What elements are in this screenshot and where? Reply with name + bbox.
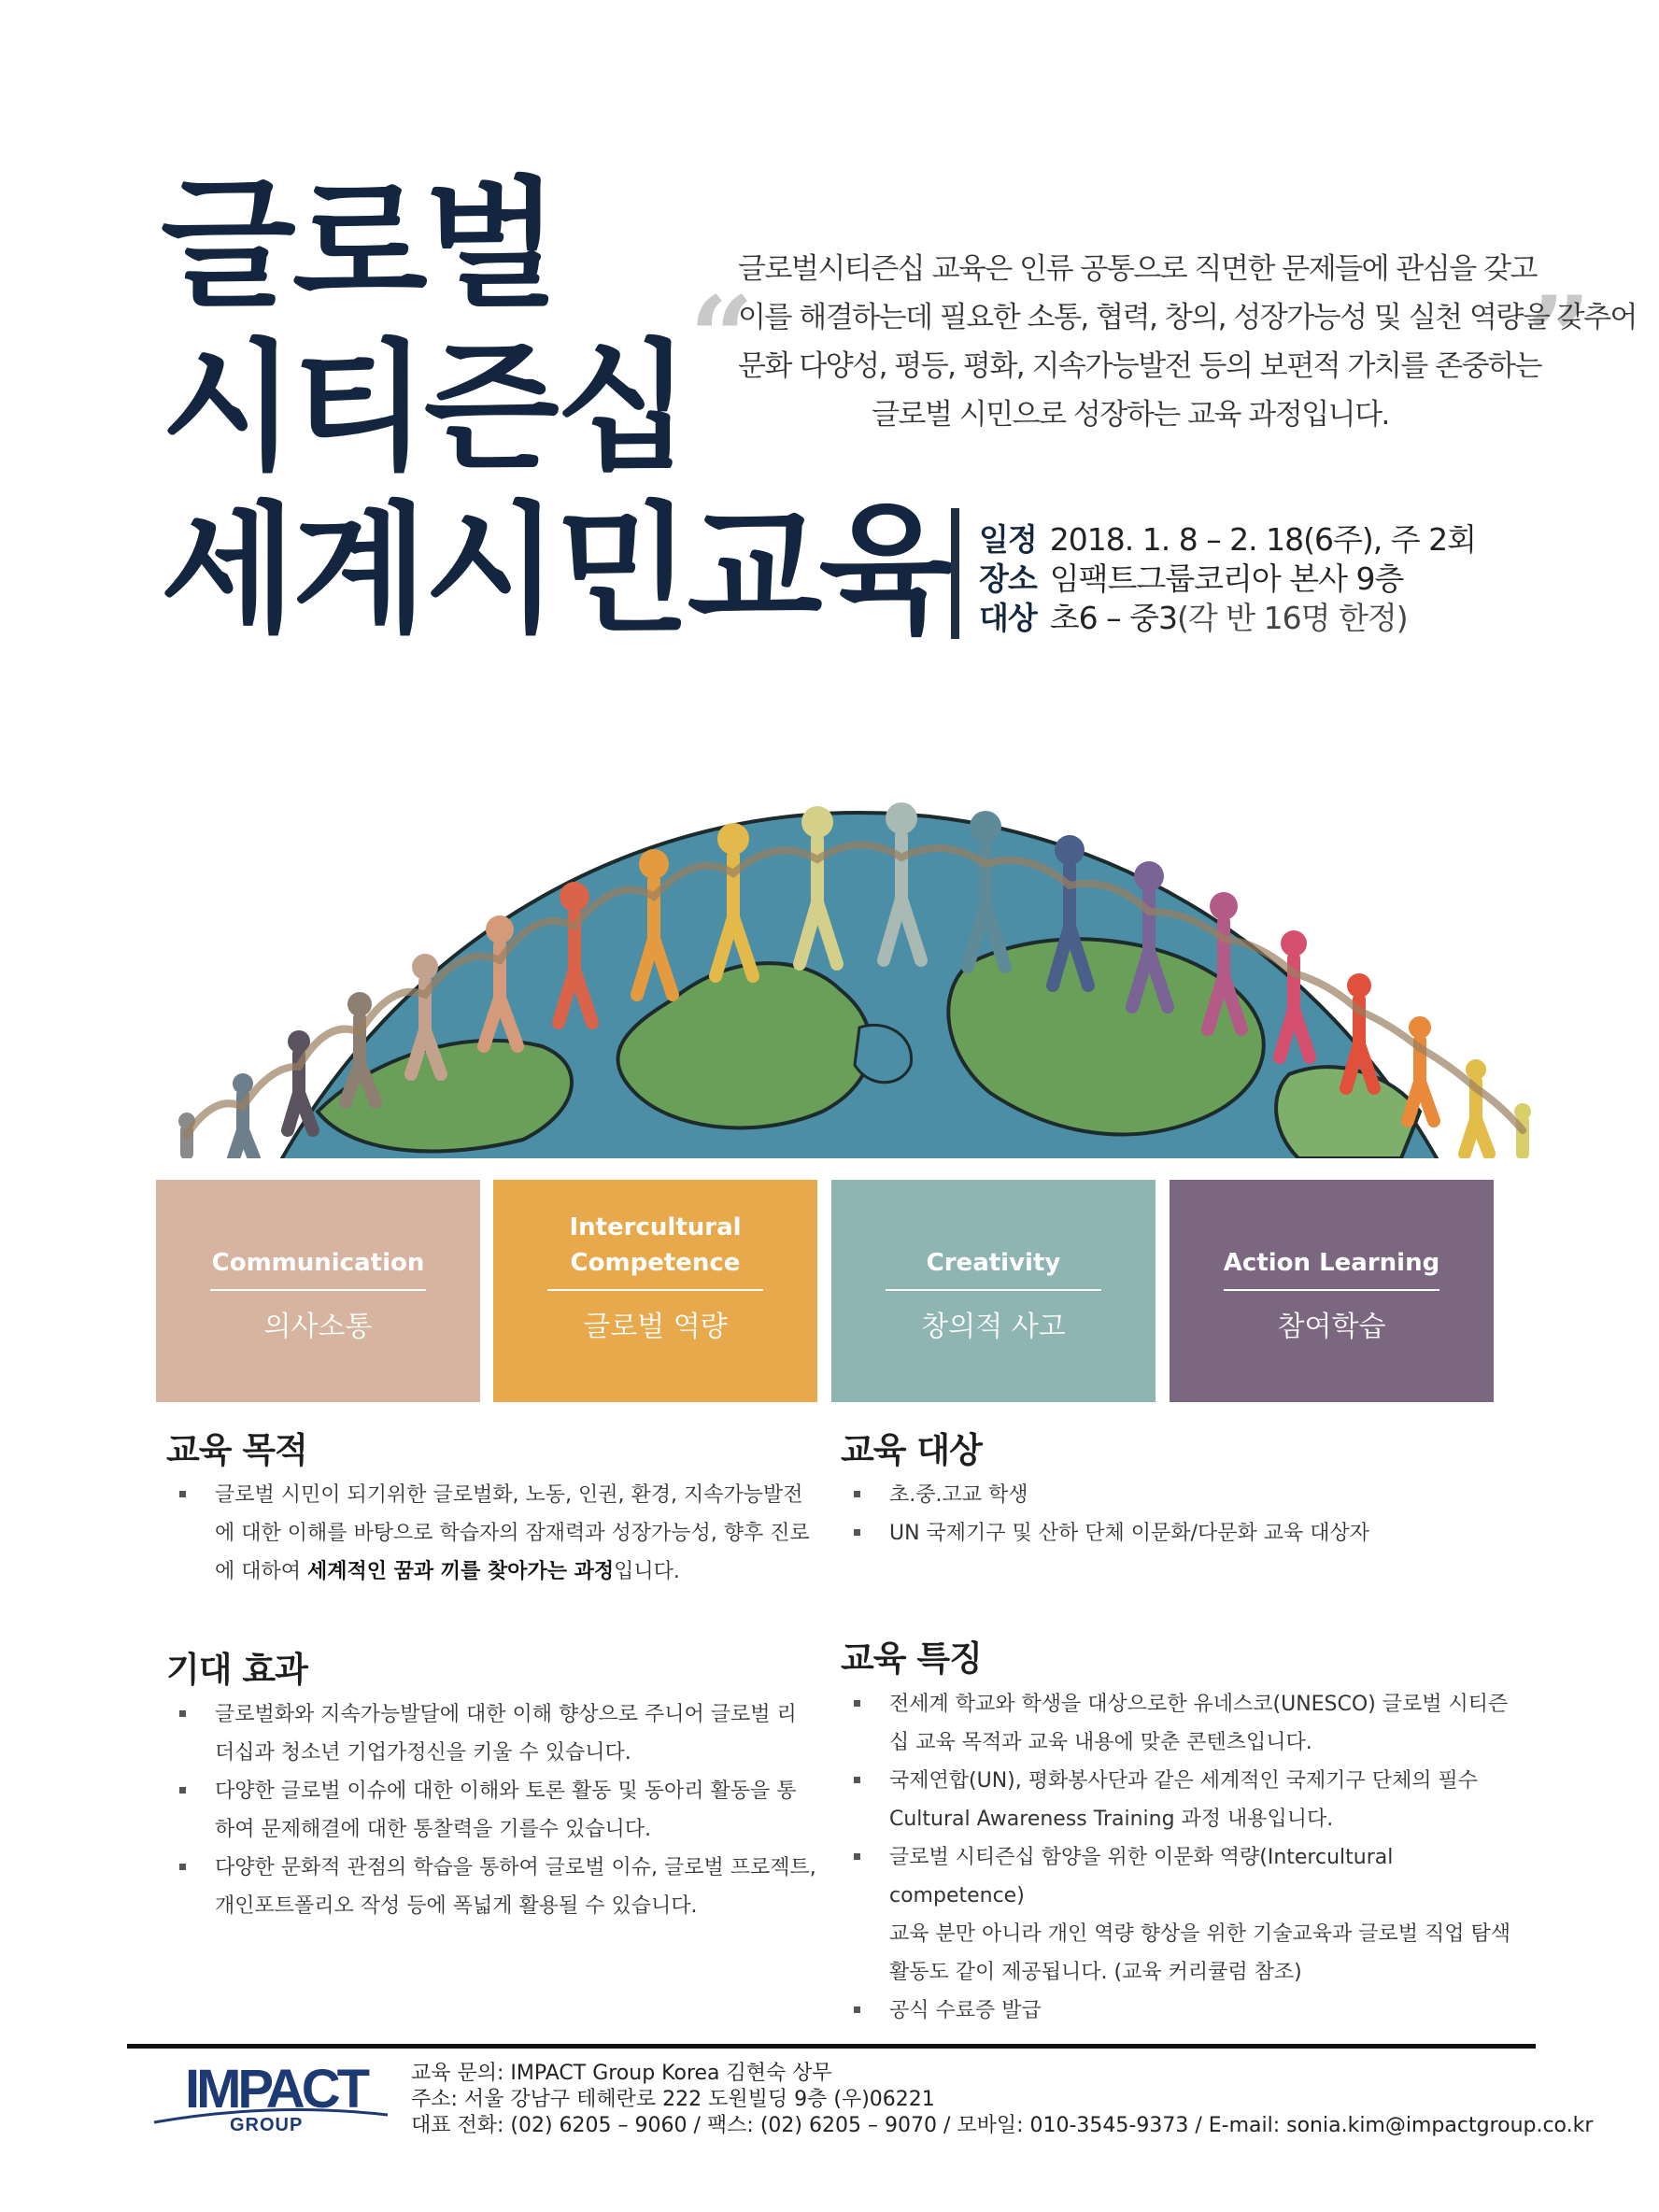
target-value: 초6 – 중3 [1049, 600, 1177, 636]
effects-heading: 기대 효과 [166, 1650, 307, 1690]
competency-action-learning [1170, 1180, 1494, 1402]
contact-line: 주소: 서울 강남구 테헤란로 222 도원빌딩 9층 (우)06221 [411, 2088, 935, 2111]
competency-en: Creativity [926, 1249, 1061, 1277]
list-item [841, 1762, 1513, 1838]
purpose-line: 글로벌 시민이 되기위한 글로벌화, 노동, 인권, 환경, 지속가능발전 [215, 1483, 803, 1507]
competency-en: Action Learning [1223, 1249, 1440, 1277]
purpose-text: 에 대하여 [215, 1560, 307, 1583]
effect-line: 하여 문제해결에 대한 통찰력을 기를수 있습니다. [215, 1818, 652, 1841]
child-figure [1408, 1016, 1434, 1121]
close-quote-icon: ” [1526, 272, 1592, 404]
open-quote-icon: “ [689, 272, 755, 404]
contact-line: 교육 문의: IMPACT Group Korea 김현숙 상무 [411, 2062, 832, 2085]
list-item [841, 1514, 1513, 1553]
purpose-list [166, 1476, 820, 1591]
purpose-text: 입니다. [614, 1560, 680, 1583]
title-line-3: 세계시민교육 [161, 489, 951, 652]
contact-line: 대표 전화: (02) 6205 – 9060 / 팩스: (02) 6205 – 9070 / 모바일: 010-3545-9373 / E-mail: sonia.kim@impactgroup.co.kr [411, 2114, 1594, 2137]
purpose-line: 에 대한 이해를 바탕으로 학습자의 잠재력과 성장가능성, 향후 진로 [215, 1522, 810, 1545]
competency-ko: 창의적 사고 [921, 1311, 1066, 1343]
child-figure [233, 1073, 254, 1158]
feature-line: 글로벌 시티즌십 함양을 위한 이문화 역량(Intercultural competence) [889, 1846, 1394, 1907]
feature-line: 국제연합(UN), 평화봉사단과 같은 세계적인 국제기구 단체의 필수 [889, 1769, 1478, 1793]
footer-divider [127, 2044, 1536, 2049]
list-item [841, 1476, 1513, 1514]
impact-logo-sub: GROUP [230, 2115, 304, 2135]
effects-list [166, 1695, 820, 1925]
schedule-row [979, 516, 1476, 560]
globe-illustration [149, 719, 1551, 1158]
features-heading: 교육 특징 [841, 1638, 982, 1679]
title-line-1: 글로벌 [161, 164, 556, 327]
place-value: 임팩트그룹코리아 본사 9층 [1049, 560, 1404, 597]
target-note: (각 반 16명 한정) [1177, 600, 1408, 636]
target-label: 대상 [979, 600, 1037, 636]
feature-line: Cultural Awareness Training 과정 내용입니다. [889, 1808, 1334, 1831]
quote-line: 이를 해결하는데 필요한 소통, 협력, 창의, 성장가능성 및 실천 역량을 갖추어 [738, 301, 1637, 334]
competency-ko: 의사소통 [263, 1311, 373, 1343]
target-heading: 교육 대상 [841, 1430, 982, 1470]
purpose-heading: 교육 목적 [166, 1430, 307, 1470]
quote-line: 글로벌시티즌십 교육은 인류 공통으로 직면한 문제들에 관심을 갖고 [738, 252, 1537, 286]
feature-line: 활동도 같이 제공됩니다. (교육 커리큘럼 참조) [889, 1961, 1302, 1984]
schedule-value: 2018. 1. 8 – 2. 18(6주), 주 2회 [1049, 521, 1476, 558]
effect-line: 다양한 글로벌 이슈에 대한 이해와 토론 활동 및 동아리 활동을 통 [215, 1780, 797, 1803]
competency-creativity [831, 1180, 1156, 1402]
effect-line: 다양한 문화적 관점의 학습을 통하여 글로벌 이슈, 글로벌 프로젝트, [215, 1856, 816, 1879]
competency-en: Competence [570, 1249, 741, 1277]
list-item [166, 1849, 820, 1925]
place-label: 장소 [979, 560, 1037, 597]
list-item [841, 1685, 1513, 1762]
list-item [841, 1838, 1513, 1992]
effect-line: 개인포트폴리오 작성 등에 폭넓게 활용될 수 있습니다. [215, 1894, 698, 1918]
child-figure [1465, 1059, 1489, 1154]
impact-logo: IMPACT [185, 2059, 367, 2120]
place-row [979, 555, 1403, 599]
target-list [841, 1476, 1513, 1553]
info-divider [951, 508, 959, 639]
target-row [979, 594, 1408, 638]
schedule-label: 일정 [979, 521, 1037, 558]
intro-quote [738, 245, 1637, 439]
effect-line: 글로벌화와 지속가능발달에 대한 이해 향상으로 주니어 글로벌 리 [215, 1703, 797, 1726]
competency-rule [210, 1289, 426, 1291]
contact-info [411, 2061, 1593, 2139]
competency-intercultural [493, 1180, 817, 1402]
quote-line: 문화 다양성, 평등, 평화, 지속가능발전 등의 보편적 가치를 존중하는 [738, 349, 1541, 383]
list-item [166, 1695, 820, 1772]
feature-line: 십 교육 목적과 교육 내용에 맞춘 콘텐츠입니다. [889, 1731, 1312, 1754]
child-figure [288, 1030, 313, 1130]
quote-line: 글로벌 시민으로 성장하는 교육 과정입니다. [872, 398, 1389, 432]
competency-en: Intercultural [569, 1213, 742, 1241]
target-item: UN 국제기구 및 산하 단체 이문화/다문화 교육 대상자 [889, 1522, 1369, 1545]
list-item [166, 1476, 820, 1591]
purpose-emphasis: 세계적인 꿈과 끼를 찾아가는 과정 [307, 1560, 615, 1583]
competency-ko: 글로벌 역량 [583, 1311, 728, 1343]
title-line-2: 시티즌십 [161, 327, 688, 489]
list-item [841, 1992, 1513, 2030]
competency-en: Communication [211, 1249, 425, 1277]
feature-line: 교육 분만 아니라 개인 역량 향상을 위한 기술교육과 글로벌 직업 탐색 [889, 1922, 1510, 1946]
feature-line: 공식 수료증 발급 [889, 1999, 1042, 2022]
target-item: 초.중.고교 학생 [889, 1483, 1028, 1507]
feature-line: 전세계 학교와 학생을 대상으로한 유네스코(UNESCO) 글로벌 시티즌 [889, 1693, 1509, 1716]
competency-rule [547, 1289, 763, 1291]
competency-rule [1224, 1289, 1439, 1291]
purpose-line-3 [215, 1553, 820, 1591]
effect-line: 더십과 청소년 기업가정신을 키울 수 있습니다. [215, 1741, 631, 1765]
competency-communication [156, 1180, 480, 1402]
list-item [166, 1772, 820, 1849]
competency-ko: 참여학습 [1277, 1311, 1386, 1343]
features-list [841, 1685, 1513, 2030]
competency-rule [886, 1289, 1101, 1291]
